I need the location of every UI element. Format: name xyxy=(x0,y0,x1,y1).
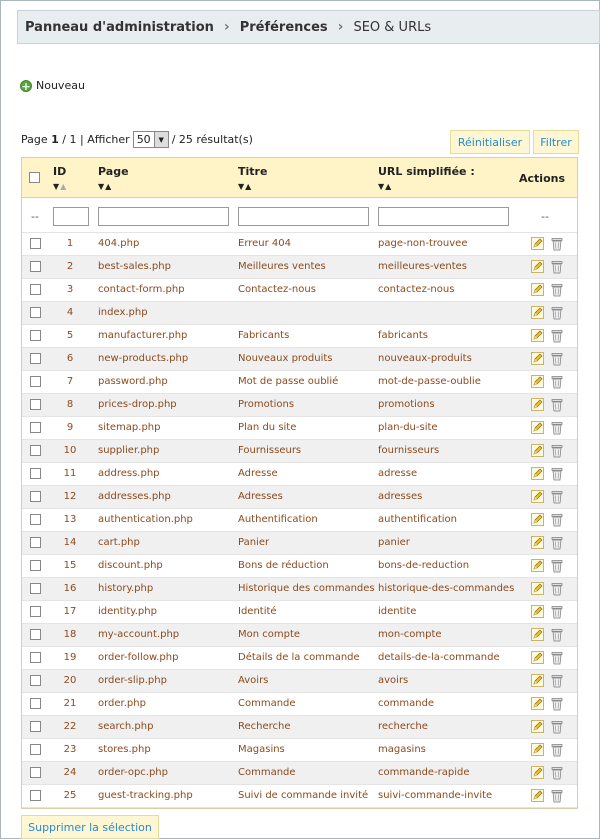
pencil-icon[interactable] xyxy=(531,743,544,756)
row-id: 7 xyxy=(66,376,74,387)
row-url: fabricants xyxy=(378,330,428,341)
row-page: discount.php xyxy=(98,560,163,571)
row-id: 19 xyxy=(63,652,77,663)
row-url: commande-rapide xyxy=(378,767,470,778)
table-row[interactable] xyxy=(22,371,577,394)
per-page-value: 50 xyxy=(136,133,151,146)
row-checkbox[interactable] xyxy=(30,606,41,617)
row-id: 5 xyxy=(66,330,74,341)
table-row[interactable] xyxy=(22,256,577,279)
row-page: order-slip.php xyxy=(98,675,167,686)
row-title: Identité xyxy=(238,606,277,617)
sort-arrows-icon[interactable]: ▼▲ xyxy=(238,182,253,191)
pencil-icon[interactable] xyxy=(531,260,544,273)
page-filter-input[interactable] xyxy=(98,207,229,226)
row-id: 20 xyxy=(63,675,77,686)
row-id: 22 xyxy=(63,721,77,732)
table-row[interactable] xyxy=(22,233,577,256)
row-id: 4 xyxy=(66,307,74,318)
row-title: Erreur 404 xyxy=(238,238,292,249)
reset-button[interactable]: Réinitialiser xyxy=(450,130,530,154)
delete-selection-button[interactable]: Supprimer la sélection xyxy=(21,815,159,839)
row-page: guest-tracking.php xyxy=(98,790,193,801)
row-id: 9 xyxy=(66,422,74,433)
filter-button[interactable]: Filtrer xyxy=(533,130,579,154)
table-row[interactable] xyxy=(22,394,577,417)
row-checkbox[interactable] xyxy=(30,238,41,249)
trash-icon[interactable] xyxy=(551,720,563,734)
row-page: addresses.php xyxy=(98,491,171,502)
table-row[interactable] xyxy=(22,463,577,486)
trash-icon[interactable] xyxy=(551,513,563,527)
row-page: manufacturer.php xyxy=(98,330,188,341)
pencil-icon[interactable] xyxy=(531,490,544,503)
row-page: order.php xyxy=(98,698,146,709)
pencil-icon[interactable] xyxy=(531,237,544,250)
id-filter-input[interactable] xyxy=(53,207,89,226)
table-row[interactable] xyxy=(22,348,577,371)
trash-icon[interactable] xyxy=(551,283,563,297)
row-page: authentication.php xyxy=(98,514,193,525)
trash-icon[interactable] xyxy=(551,743,563,757)
row-url: recherche xyxy=(378,721,428,732)
table-row[interactable] xyxy=(22,647,577,670)
row-checkbox[interactable] xyxy=(30,698,41,709)
table-row[interactable] xyxy=(22,578,577,601)
trash-icon[interactable] xyxy=(551,352,563,366)
row-title: Historique des commandes xyxy=(238,583,375,594)
row-url: promotions xyxy=(378,399,435,410)
per-page-select[interactable] xyxy=(133,131,169,148)
row-id: 8 xyxy=(66,399,74,410)
row-id: 18 xyxy=(63,629,77,640)
row-url: contactez-nous xyxy=(378,284,455,295)
row-checkbox[interactable] xyxy=(30,445,41,456)
row-id: 6 xyxy=(66,353,74,364)
row-checkbox[interactable] xyxy=(30,560,41,571)
row-id: 13 xyxy=(63,514,77,525)
trash-icon[interactable] xyxy=(551,559,563,573)
table-row[interactable] xyxy=(22,325,577,348)
row-checkbox[interactable] xyxy=(30,629,41,640)
total-pages: 1 xyxy=(69,133,77,146)
row-checkbox[interactable] xyxy=(30,261,41,272)
trash-icon[interactable] xyxy=(551,766,563,780)
table-row[interactable] xyxy=(22,486,577,509)
row-checkbox[interactable] xyxy=(30,399,41,410)
table-header xyxy=(22,158,577,198)
chevron-down-icon[interactable]: ▼ xyxy=(154,132,168,147)
pencil-icon[interactable] xyxy=(531,674,544,687)
row-page: search.php xyxy=(98,721,154,732)
row-checkbox[interactable] xyxy=(30,652,41,663)
breadcrumb-admin-panel[interactable]: Panneau d'administration xyxy=(25,19,214,35)
row-url: identite xyxy=(378,606,417,617)
row-url: nouveaux-produits xyxy=(378,353,472,364)
filter-dash: -- xyxy=(31,210,39,223)
table-row[interactable] xyxy=(22,532,577,555)
row-page: identity.php xyxy=(98,606,157,617)
row-checkbox[interactable] xyxy=(30,537,41,548)
row-page: history.php xyxy=(98,583,154,594)
trash-icon[interactable] xyxy=(551,421,563,435)
trash-icon[interactable] xyxy=(551,674,563,688)
trash-icon[interactable] xyxy=(551,697,563,711)
breadcrumb-preferences[interactable]: Préférences xyxy=(239,19,328,35)
chevron-right-icon: › xyxy=(223,19,230,35)
row-title: Plan du site xyxy=(238,422,297,433)
row-page: cart.php xyxy=(98,537,140,548)
row-title: Commande xyxy=(238,767,296,778)
table-row[interactable] xyxy=(22,417,577,440)
row-title: Commande xyxy=(238,698,296,709)
row-id: 15 xyxy=(63,560,77,571)
pencil-icon[interactable] xyxy=(531,375,544,388)
trash-icon[interactable] xyxy=(551,260,563,274)
row-title: Suivi de commande invité xyxy=(238,790,369,801)
pencil-icon[interactable] xyxy=(531,582,544,595)
new-button-label: Nouveau xyxy=(36,79,85,92)
row-checkbox[interactable] xyxy=(30,330,41,341)
table-row[interactable] xyxy=(22,670,577,693)
row-url: panier xyxy=(378,537,410,548)
row-id: 24 xyxy=(63,767,77,778)
row-url: historique-des-commandes xyxy=(378,583,515,594)
row-checkbox[interactable] xyxy=(30,468,41,479)
sort-arrows-icon[interactable]: ▼▲ xyxy=(378,182,393,191)
row-id: 10 xyxy=(63,445,77,456)
row-url: adresse xyxy=(378,468,418,479)
trash-icon[interactable] xyxy=(551,789,563,803)
row-id: 3 xyxy=(66,284,74,295)
row-page: index.php xyxy=(98,307,148,318)
row-page: supplier.php xyxy=(98,445,160,456)
row-url: magasins xyxy=(378,744,426,755)
table-row[interactable] xyxy=(22,601,577,624)
row-title: Fournisseurs xyxy=(238,445,302,456)
row-url: authentification xyxy=(378,514,457,525)
pagination: Page 1 / 1 | Afficher 50 ▼ / 25 résultat(s) xyxy=(21,133,253,146)
row-url: bons-de-reduction xyxy=(378,560,470,571)
row-page: contact-form.php xyxy=(98,284,185,295)
results-count: / 25 résultat(s) xyxy=(171,133,253,146)
row-checkbox[interactable] xyxy=(30,767,41,778)
trash-icon[interactable] xyxy=(551,306,563,320)
pencil-icon[interactable] xyxy=(531,559,544,572)
row-checkbox[interactable] xyxy=(30,721,41,732)
row-title: Meilleures ventes xyxy=(238,261,326,272)
sort-arrows-icon[interactable]: ▼▲ xyxy=(53,182,68,191)
row-checkbox[interactable] xyxy=(30,790,41,801)
row-url: commande xyxy=(378,698,435,709)
breadcrumb-seo-urls: SEO & URLs xyxy=(353,19,432,35)
row-title: Bons de réduction xyxy=(238,560,329,571)
pencil-icon[interactable] xyxy=(531,628,544,641)
sort-arrows-icon[interactable]: ▼▲ xyxy=(98,182,113,191)
select-all-checkbox[interactable] xyxy=(29,172,40,183)
row-title: Mon compte xyxy=(238,629,301,640)
table-row[interactable] xyxy=(22,509,577,532)
pencil-icon[interactable] xyxy=(531,513,544,526)
pencil-icon[interactable] xyxy=(531,398,544,411)
trash-icon[interactable] xyxy=(551,398,563,412)
row-page: new-products.php xyxy=(98,353,189,364)
page-label: Page xyxy=(21,133,48,146)
row-page: sitemap.php xyxy=(98,422,161,433)
header-url: URL simplifiée : xyxy=(378,165,475,178)
trash-icon[interactable] xyxy=(551,467,563,481)
pencil-icon[interactable] xyxy=(531,766,544,779)
row-id: 16 xyxy=(63,583,77,594)
row-title: Nouveaux produits xyxy=(238,353,333,364)
row-url: suivi-commande-invite xyxy=(378,790,493,801)
table-row[interactable] xyxy=(22,302,577,325)
seo-urls-table xyxy=(21,157,578,809)
row-title: Adresse xyxy=(238,468,278,479)
pencil-icon[interactable] xyxy=(531,536,544,549)
pencil-icon[interactable] xyxy=(531,651,544,664)
row-url: adresses xyxy=(378,491,423,502)
row-id: 25 xyxy=(63,790,77,801)
trash-icon[interactable] xyxy=(551,444,563,458)
row-checkbox[interactable] xyxy=(30,491,41,502)
row-checkbox[interactable] xyxy=(30,422,41,433)
trash-icon[interactable] xyxy=(551,628,563,642)
url-filter-input[interactable] xyxy=(378,207,509,226)
row-page: order-follow.php xyxy=(98,652,179,663)
row-page: 404.php xyxy=(98,238,140,249)
trash-icon[interactable] xyxy=(551,582,563,596)
trash-icon[interactable] xyxy=(551,651,563,665)
add-icon: + xyxy=(21,79,31,93)
pencil-icon[interactable] xyxy=(531,789,544,802)
row-checkbox[interactable] xyxy=(30,376,41,387)
title-filter-input[interactable] xyxy=(238,207,369,226)
row-id: 17 xyxy=(63,606,77,617)
chevron-right-icon: › xyxy=(337,19,344,35)
row-title: Authentification xyxy=(238,514,318,525)
row-title: Recherche xyxy=(238,721,291,732)
row-page: password.php xyxy=(98,376,168,387)
row-title: Fabricants xyxy=(238,330,290,341)
row-title: Panier xyxy=(238,537,270,548)
row-url: avoirs xyxy=(378,675,409,686)
header-page: Page xyxy=(98,165,129,178)
row-title: Magasins xyxy=(238,744,285,755)
row-id: 1 xyxy=(66,238,74,249)
table-row[interactable] xyxy=(22,440,577,463)
table-row[interactable] xyxy=(22,693,577,716)
row-url: plan-du-site xyxy=(378,422,438,433)
row-page: prices-drop.php xyxy=(98,399,177,410)
table-row[interactable] xyxy=(22,739,577,762)
row-title: Promotions xyxy=(238,399,295,410)
table-row[interactable] xyxy=(22,785,577,808)
pencil-icon[interactable] xyxy=(531,467,544,480)
row-title: Avoirs xyxy=(238,675,269,686)
pencil-icon[interactable] xyxy=(531,421,544,434)
pencil-icon[interactable] xyxy=(531,306,544,319)
filter-row xyxy=(22,198,577,233)
row-url: fournisseurs xyxy=(378,445,440,456)
row-checkbox[interactable] xyxy=(30,353,41,364)
row-url: page-non-trouvee xyxy=(378,238,468,249)
row-url: details-de-la-commande xyxy=(378,652,500,663)
row-url: mon-compte xyxy=(378,629,442,640)
trash-icon[interactable] xyxy=(551,605,563,619)
new-button[interactable] xyxy=(20,79,85,92)
row-url: mot-de-passe-oublie xyxy=(378,376,481,387)
row-title: Mot de passe oublié xyxy=(238,376,339,387)
row-page: address.php xyxy=(98,468,160,479)
table-row[interactable] xyxy=(22,716,577,739)
trash-icon[interactable] xyxy=(551,490,563,504)
current-page: 1 xyxy=(51,133,59,146)
trash-icon[interactable] xyxy=(551,375,563,389)
row-id: 12 xyxy=(63,491,77,502)
row-title: Détails de la commande xyxy=(238,652,360,663)
trash-icon[interactable] xyxy=(551,329,563,343)
header-title: Titre xyxy=(238,165,268,178)
pencil-icon[interactable] xyxy=(531,720,544,733)
table-body xyxy=(22,233,577,808)
table-row[interactable] xyxy=(22,555,577,578)
pencil-icon[interactable] xyxy=(531,283,544,296)
row-url: meilleures-ventes xyxy=(378,261,468,272)
pencil-icon[interactable] xyxy=(531,329,544,342)
row-page: order-opc.php xyxy=(98,767,168,778)
row-title: Contactez-nous xyxy=(238,284,316,295)
pencil-icon[interactable] xyxy=(531,444,544,457)
row-id: 14 xyxy=(63,537,77,548)
row-checkbox[interactable] xyxy=(30,675,41,686)
row-checkbox[interactable] xyxy=(30,307,41,318)
row-title: Adresses xyxy=(238,491,283,502)
row-checkbox[interactable] xyxy=(30,583,41,594)
pencil-icon[interactable] xyxy=(531,605,544,618)
row-id: 2 xyxy=(66,261,74,272)
row-page: best-sales.php xyxy=(98,261,171,272)
trash-icon[interactable] xyxy=(551,536,563,550)
pencil-icon[interactable] xyxy=(531,352,544,365)
row-checkbox[interactable] xyxy=(30,514,41,525)
row-checkbox[interactable] xyxy=(30,744,41,755)
filter-dash: -- xyxy=(541,210,549,223)
row-checkbox[interactable] xyxy=(30,284,41,295)
breadcrumb xyxy=(17,10,600,44)
row-page: my-account.php xyxy=(98,629,180,640)
table-row[interactable] xyxy=(22,624,577,647)
table-row[interactable] xyxy=(22,279,577,302)
pencil-icon[interactable] xyxy=(531,697,544,710)
trash-icon[interactable] xyxy=(551,237,563,251)
row-id: 23 xyxy=(63,744,77,755)
row-id: 21 xyxy=(63,698,77,709)
row-id: 11 xyxy=(63,468,77,479)
header-actions: Actions xyxy=(519,172,565,185)
table-row[interactable] xyxy=(22,762,577,785)
header-id: ID xyxy=(53,165,67,178)
row-page: stores.php xyxy=(98,744,151,755)
show-label: Afficher xyxy=(87,133,130,146)
